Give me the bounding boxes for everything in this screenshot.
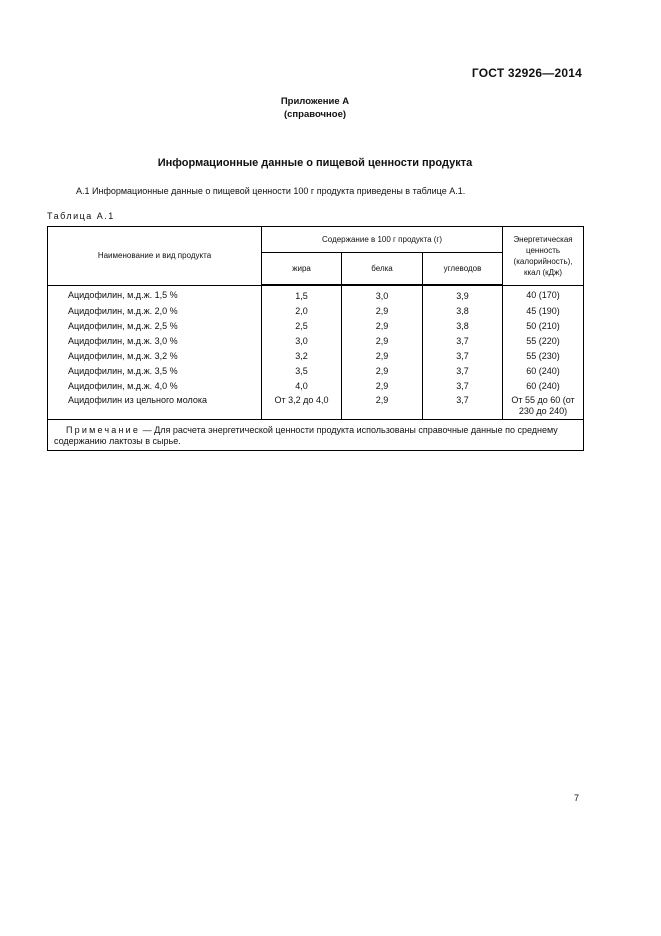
table-row	[48, 378, 584, 393]
header-content: Содержание в 100 г продукта (г)	[262, 227, 503, 253]
header-fat: жира	[262, 253, 342, 286]
header-protein: белка	[342, 253, 423, 286]
cell-carbs: 3,7	[423, 348, 503, 363]
table-row	[48, 348, 584, 363]
cell-carbs: 3,8	[423, 318, 503, 333]
table-row	[48, 363, 584, 378]
annex-title: Приложение А	[280, 96, 350, 107]
intro-paragraph: А.1 Информационные данные о пищевой ценности 100 г продукта приведены в таблице А.1.	[76, 186, 466, 196]
annex-heading	[0, 95, 630, 121]
cell-energy: 55 (220)	[503, 333, 584, 348]
note-label: Примечание	[66, 425, 141, 435]
table-row	[48, 393, 584, 420]
cell-name: Ацидофилин, м.д.ж. 4,0 %	[48, 378, 262, 393]
cell-protein: 2,9	[342, 348, 423, 363]
cell-energy: 50 (210)	[503, 318, 584, 333]
table-caption: Таблица А.1	[47, 211, 115, 221]
table-row	[48, 285, 584, 303]
cell-name: Ацидофилин, м.д.ж. 3,2 %	[48, 348, 262, 363]
cell-carbs: 3,7	[423, 378, 503, 393]
cell-protein: 2,9	[342, 303, 423, 318]
cell-fat: 3,2	[262, 348, 342, 363]
cell-protein: 2,9	[342, 333, 423, 348]
cell-protein: 2,9	[342, 363, 423, 378]
table-row	[48, 303, 584, 318]
cell-name: Ацидофилин, м.д.ж. 3,0 %	[48, 333, 262, 348]
header-product-name: Наименование и вид продукта	[48, 227, 262, 286]
cell-name: Ацидофилин, м.д.ж. 3,5 %	[48, 363, 262, 378]
cell-fat: 4,0	[262, 378, 342, 393]
table-note	[48, 420, 584, 451]
cell-energy: 60 (240)	[503, 363, 584, 378]
cell-name: Ацидофилин, м.д.ж. 1,5 %	[48, 285, 262, 303]
table-note-row	[48, 420, 584, 451]
cell-name: Ацидофилин из цельного молока	[48, 393, 262, 420]
cell-fat: 2,0	[262, 303, 342, 318]
cell-energy: 40 (170)	[503, 285, 584, 303]
cell-energy: 45 (190)	[503, 303, 584, 318]
cell-energy: От 55 до 60 (от 230 до 240)	[503, 393, 584, 420]
annex-subtitle: (справочное)	[283, 109, 347, 120]
cell-carbs: 3,7	[423, 363, 503, 378]
cell-energy: 55 (230)	[503, 348, 584, 363]
cell-carbs: 3,7	[423, 333, 503, 348]
cell-fat: 3,0	[262, 333, 342, 348]
cell-protein: 2,9	[342, 393, 423, 420]
nutrition-table	[47, 226, 584, 451]
document-code: ГОСТ 32926—2014	[471, 66, 582, 80]
table-row	[48, 318, 584, 333]
cell-carbs: 3,8	[423, 303, 503, 318]
cell-fat: 2,5	[262, 318, 342, 333]
note-text: — Для расчета энергетической ценности продукта использованы справочные данные по среднему содержанию лактозы в сырье.	[54, 425, 558, 446]
cell-protein: 3,0	[342, 285, 423, 303]
cell-protein: 2,9	[342, 318, 423, 333]
cell-energy: 60 (240)	[503, 378, 584, 393]
header-carbs: углеводов	[423, 253, 503, 286]
cell-fat: 3,5	[262, 363, 342, 378]
cell-fat: 1,5	[262, 285, 342, 303]
page-number: 7	[573, 793, 579, 803]
section-title: Информационные данные о пищевой ценности продукта	[157, 157, 473, 169]
table-row	[48, 333, 584, 348]
cell-carbs: 3,7	[423, 393, 503, 420]
cell-protein: 2,9	[342, 378, 423, 393]
cell-carbs: 3,9	[423, 285, 503, 303]
header-energy: Энергетическая ценность (калорийность), ккал (кДж)	[503, 227, 584, 286]
cell-name: Ацидофилин, м.д.ж. 2,5 %	[48, 318, 262, 333]
cell-name: Ацидофилин, м.д.ж. 2,0 %	[48, 303, 262, 318]
cell-fat: От 3,2 до 4,0	[262, 393, 342, 420]
